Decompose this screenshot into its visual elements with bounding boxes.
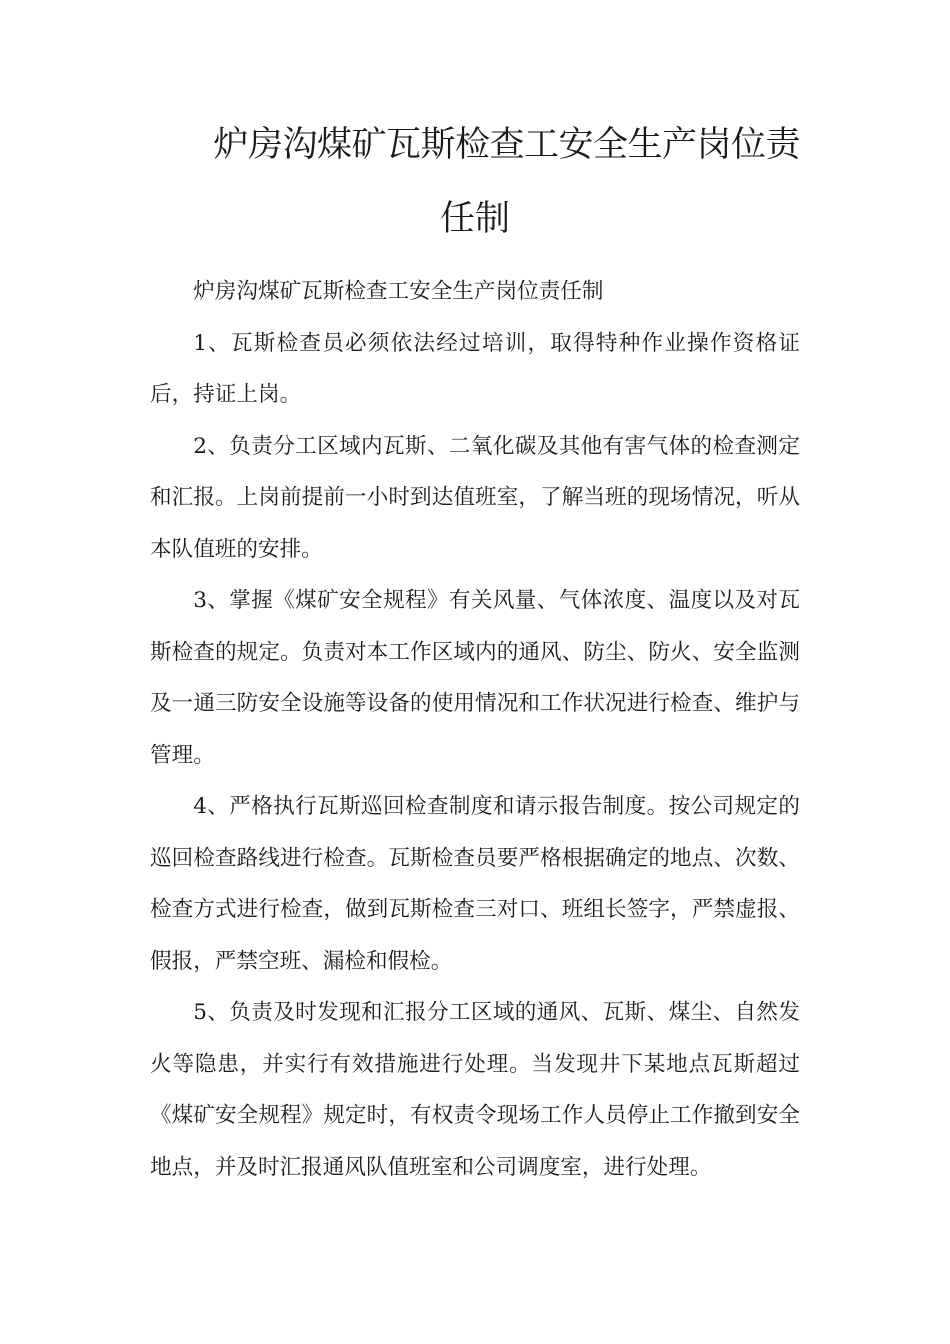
paragraph-heading: 炉房沟煤矿瓦斯检查工安全生产岗位责任制 (193, 279, 604, 304)
title-line-2: 任制 (439, 199, 510, 239)
document-body (150, 266, 800, 1193)
paragraph-item-4: 4、严格执行瓦斯巡回检查制度和请示报告制度。按公司规定的巡回检查路线进行检查。瓦斯检查员要严格根据确定的地点、次数、检查方式进行检查，做到瓦斯检查三对口、班组长签字，严禁虚报、假报，严禁空班、漏检和假检。 (150, 794, 800, 974)
document-title (150, 108, 800, 256)
paragraph-item-2: 2、负责分工区域内瓦斯、二氧化碳及其他有害气体的检查测定和汇报。上岗前提前一小时到达值班室，了解当班的现场情况，听从本队值班的安排。 (150, 433, 800, 562)
paragraph-item-3: 3、掌握《煤矿安全规程》有关风量、气体浓度、温度以及对瓦斯检查的规定。负责对本工作区域内的通风、防尘、防火、安全监测及一通三防安全设施等设备的使用情况和工作状况进行检查、维护与管理。 (150, 588, 800, 768)
title-line-1: 炉房沟煤矿瓦斯检查工安全生产岗位责 (213, 125, 800, 165)
paragraph-item-1: 1、瓦斯检查员必须依法经过培训，取得特种作业操作资格证后，持证上岗。 (150, 330, 800, 407)
paragraph-item-5: 5、负责及时发现和汇报分工区域的通风、瓦斯、煤尘、自然发火等隐患，并实行有效措施进行处理。当发现井下某地点瓦斯超过《煤矿安全规程》规定时，有权责令现场工作人员停止工作撤到安全地点，并及时汇报通风队值班室和公司调度室，进行处理。 (150, 1000, 800, 1180)
